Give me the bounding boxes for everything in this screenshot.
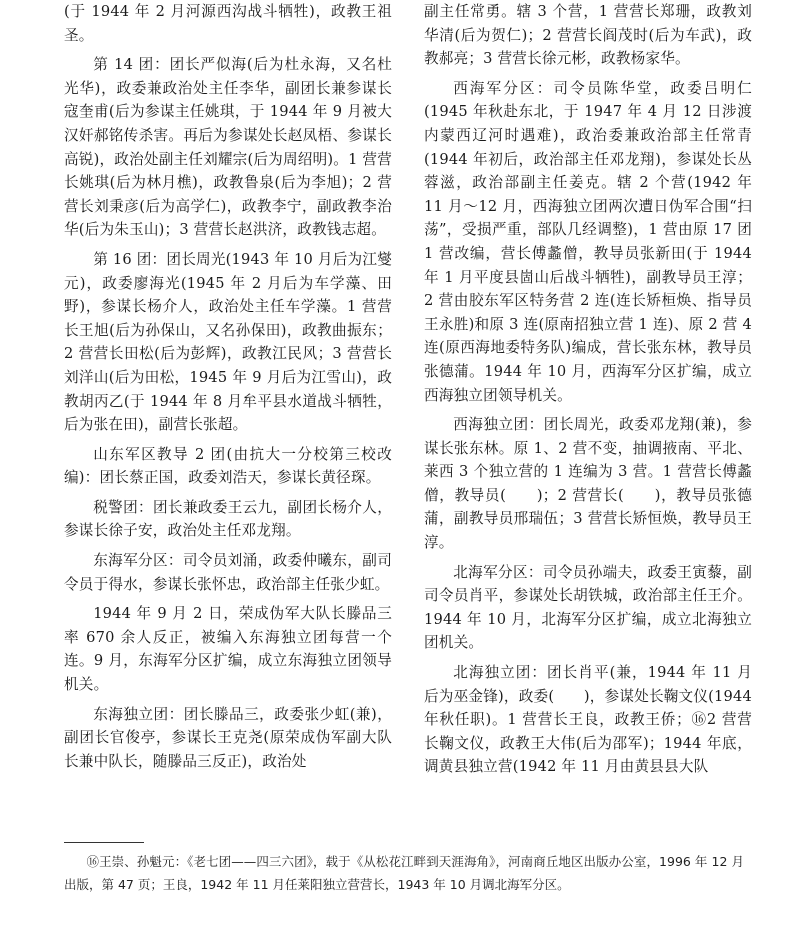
paragraph-beihai-independent-regiment: 北海独立团：团长肖平(兼，1944 年 11 月后为巫金锋)，政委( )，参谋处长鞠文仪(1944 年秋任职)。1 营营长王良，政教王侨；⑯2 营营长鞠文仪，政教王大伟(后为邵军)；1944 年底，调黄县独立营(1942 年 11 月由黄县县大队 bbox=[424, 664, 752, 776]
footnote-divider bbox=[64, 842, 144, 843]
paragraph: 副主任常勇。辖 3 个营，1 营营长郑珊，政教刘华清(后为贺仁)；2 营营长阎茂时(后为车武)，政教郝亮；3 营营长徐元彬，政教杨家华。 bbox=[424, 3, 752, 68]
paragraph-beihai-subdistrict: 北海军分区：司令员孙端夫，政委王寅藜，副司令员肖平，参谋处长胡铁城，政治部主任王介。1944 年 10 月，北海军分区扩编，成立北海独立团机关。 bbox=[424, 563, 752, 652]
paragraph-donghai-subdistrict: 东海军分区：司令员刘涌，政委仲曦东，副司令员于得水，参谋长张怀忠，政治部主任张少虹。 bbox=[64, 552, 392, 593]
paragraph-training-regiment-2: 山东军区教导 2 团(由抗大一分校第三校改编)：团长蔡正国，政委刘浩天，参谋长黄径琛。 bbox=[64, 445, 392, 487]
paragraph-regiment-16: 第 16 团：团长周光(1943 年 10 月后为江燮元)，政委廖海光(1945 年 2 月后为车学藻、田野)，参谋长杨介人，政治处主任车学藻。1 营营长王旭(后为孙保山，又名孙保田)，政教曲振东；2 营营长田松(后为彭辉)，政教江民风；3 营营长刘洋山(后为田松，1945 年 9 月后为江雪山)，政教胡丙乙(于 1944 年 8 月牟平县水道战斗牺牲，后为张在田)，副营长张超。 bbox=[64, 250, 392, 434]
right-column bbox=[424, 0, 752, 785]
paragraph-donghai-independent-regiment: 东海独立团：团长滕品三，政委张少虹(兼)，副团长官俊亭，参谋长王克尧(原荣成伪军副大队长兼中队长，随滕品三反正)，政治处 bbox=[64, 705, 392, 770]
paragraph-xihai-independent-regiment: 西海独立团：团长周光，政委邓龙翔(兼)，参谋长张东林。原 1、2 营不变，抽调掖南、平北、莱西 3 个独立营的 1 连编为 3 营。1 营营长傅蠡僧，教导员( )；2 营营长( )，教导员张德蒲，副教导员邢瑞伍；3 营营长矫恒焕，教导员王淳。 bbox=[424, 416, 752, 552]
paragraph-regiment-14: 第 14 团：团长严似海(后为杜永海，又名杜光华)，政委兼政治处主任李华，副团长兼参谋长寇奎甫(后为参谋主任姚琪，于 1944 年 9 月被大汉奸郝铭传杀害。再后为参谋处长赵凤梧、参谋长高锐)，政治处副主任刘耀宗(后为周绍明)。1 营营长姚琪(后为林月樵)，政教鲁泉(后为李旭)；2 营营长刘秉彦(后为高学仁)，政教李宁，副政教李治华(后为朱玉山)；3 营营长赵洪济，政教钱志超。 bbox=[64, 56, 392, 239]
footnote: ⑯王崇、孙魁元：《老七团——四三六团》，载于《从松花江畔到天涯海角》，河南商丘地区出版办公室，1996 年 12 月出版，第 47 页；王良，1942 年 11 月任莱阳独立营营长，1943 年 10 月调北海军分区。 bbox=[64, 854, 744, 892]
paragraph-tax-police-regiment: 税警团：团长兼政委王云九，副团长杨介人，参谋长徐子安，政治处主任邓龙翔。 bbox=[64, 498, 392, 540]
paragraph-defection-1944: 1944 年 9 月 2 日，荣成伪军大队长滕品三率 670 余人反正，被编入东海独立团每营一个连。9 月，东海军分区扩编，成立东海独立团领导机关。 bbox=[64, 605, 392, 694]
left-column bbox=[64, 0, 392, 779]
paragraph: (于 1944 年 2 月河源西沟战斗牺牲)，政教王祖圣。 bbox=[64, 3, 392, 44]
paragraph-xihai-subdistrict: 西海军分区：司令员陈华堂，政委吕明仁(1945 年秋赴东北，于 1947 年 4 月 12 日涉渡内蒙西辽河时遇难)，政治委兼政治部主任常青(1944 年初后，政治部主任邓龙翔)，参谋处长丛蓉滋，政治部副主任姜克。辖 2 个营(1942 年 11 月～12 月，西海独立团两次遭日伪军合围“扫荡”，受损严重，部队几经调整)，1 营由原 17 团 1 营改编，营长傅蠡僧，教导员张新田(于 1944 年 1 月平度县崮山后战斗牺牲)，副教导员王淳；2 营由胶东军区特务营 2 连(连长矫桓焕、指导员王永胜)和原 3 连(原南招独立营 1 连)、原 2 营 4 连(原西海地委特务队)编成，营长张东林，教导员张德蒲。1944 年 10 月，西海军分区扩编，成立西海独立团领导机关。 bbox=[424, 79, 752, 404]
